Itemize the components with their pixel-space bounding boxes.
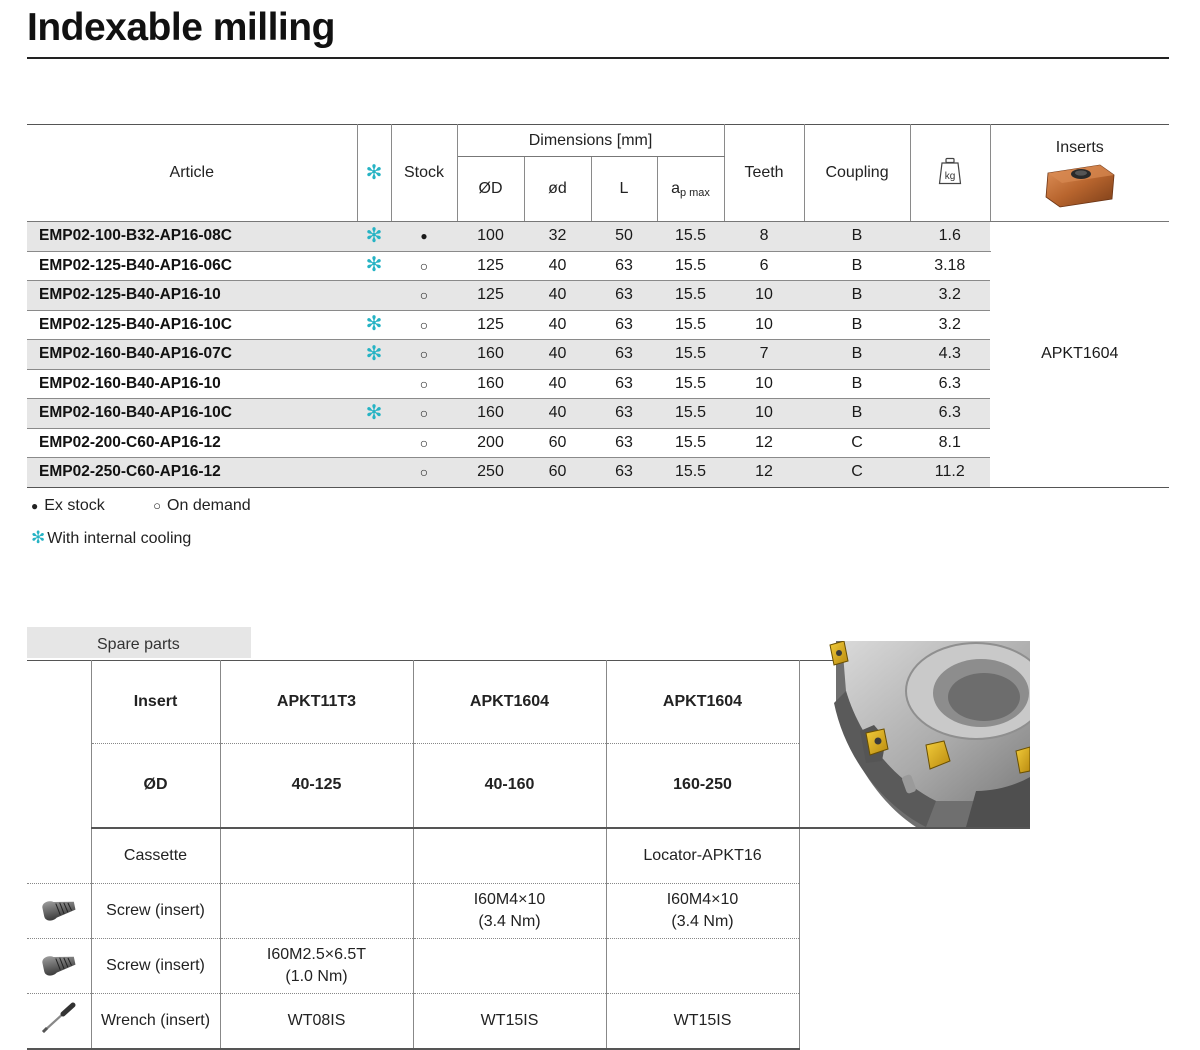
header-cooling [357, 125, 391, 222]
spare-col-insert-2: APKT1604 [606, 661, 799, 744]
coupling-cell: B [804, 251, 910, 281]
spare-value-cell [606, 884, 799, 939]
weight-cell: 11.2 [910, 458, 990, 488]
spare-value-cell [413, 994, 606, 1050]
length-cell: 63 [591, 369, 657, 399]
weight-cell: 1.6 [910, 222, 990, 252]
cooling-legend-icon: ✻ [31, 528, 46, 547]
cooling-icon: ✻ [365, 161, 383, 184]
cooling-icon: ✻ [365, 342, 383, 365]
article-cell: EMP02-100-B32-AP16-08C [27, 222, 357, 252]
article-cell: EMP02-160-B40-AP16-10 [27, 369, 357, 399]
spare-row [27, 884, 1030, 939]
spare-row-label: Cassette [91, 828, 220, 884]
header-od-big: ØD [457, 157, 524, 222]
cooling-cell [357, 428, 391, 458]
cooling-cell [357, 399, 391, 429]
ap-max-cell: 15.5 [657, 458, 724, 488]
od-small-cell: 40 [524, 251, 591, 281]
spare-parts-tab: Spare parts [27, 627, 251, 658]
spare-value-cell [220, 939, 413, 994]
screw-icon [39, 910, 79, 927]
stock-cell: ○ [391, 399, 457, 429]
od-big-cell: 250 [457, 458, 524, 488]
weight-icon [938, 157, 962, 185]
stock-cell: ○ [391, 251, 457, 281]
spare-value-line: (3.4 Nm) [671, 913, 734, 930]
header-od-small: ød [524, 157, 591, 222]
cooling-cell [357, 340, 391, 370]
teeth-cell: 8 [724, 222, 804, 252]
length-cell: 50 [591, 222, 657, 252]
cooling-cell [357, 458, 391, 488]
header-stock: Stock [391, 125, 457, 222]
ap-max-cell: 15.5 [657, 340, 724, 370]
cooling-icon: ✻ [365, 254, 383, 277]
article-cell: EMP02-250-C60-AP16-12 [27, 458, 357, 488]
coupling-cell: B [804, 222, 910, 252]
header-length: L [591, 157, 657, 222]
cooling-icon: ✻ [365, 401, 383, 424]
od-small-cell: 40 [524, 369, 591, 399]
cooling-legend [31, 529, 197, 548]
length-cell: 63 [591, 428, 657, 458]
ap-max-cell: 15.5 [657, 369, 724, 399]
spare-row [27, 828, 1030, 884]
header-inserts [990, 125, 1169, 222]
od-small-cell: 40 [524, 399, 591, 429]
spare-value-cell [413, 884, 606, 939]
stock-cell: ○ [391, 281, 457, 311]
coupling-cell: B [804, 340, 910, 370]
weight-cell: 4.3 [910, 340, 990, 370]
weight-cell: 6.3 [910, 369, 990, 399]
spare-col-insert-1: APKT1604 [413, 661, 606, 744]
ap-max-cell: 15.5 [657, 251, 724, 281]
coupling-cell: B [804, 369, 910, 399]
coupling-cell: C [804, 428, 910, 458]
spare-row [27, 994, 1030, 1050]
svg-text:kg: kg [944, 170, 956, 182]
spare-icon-cell [27, 939, 91, 994]
spare-row [27, 939, 1030, 994]
od-big-cell: 125 [457, 310, 524, 340]
teeth-cell: 12 [724, 458, 804, 488]
spare-value-line: I60M4×10 [473, 891, 546, 908]
od-big-cell: 160 [457, 399, 524, 429]
od-big-cell: 200 [457, 428, 524, 458]
stock-legend [31, 497, 257, 515]
header-article: Article [27, 125, 357, 222]
spare-icon-cell [27, 828, 91, 884]
spare-value-cell [220, 884, 413, 939]
spare-value-cell [413, 939, 606, 994]
spare-row-label: Screw (insert) [91, 884, 220, 939]
header-ap-max: ap max [657, 157, 724, 222]
ap-max-cell: 15.5 [657, 281, 724, 311]
title-rule [27, 57, 1169, 59]
article-cell: EMP02-200-C60-AP16-12 [27, 428, 357, 458]
insert-code-cell: APKT1604 [990, 222, 1169, 488]
stock-cell: ○ [391, 458, 457, 488]
coupling-cell: B [804, 281, 910, 311]
length-cell: 63 [591, 251, 657, 281]
spare-row-label: Screw (insert) [91, 939, 220, 994]
teeth-cell: 10 [724, 310, 804, 340]
coupling-cell: B [804, 399, 910, 429]
length-cell: 63 [591, 310, 657, 340]
screw-icon [39, 965, 79, 982]
spare-corner [27, 661, 91, 829]
spare-insert-label: Insert [91, 661, 220, 744]
article-cell: EMP02-160-B40-AP16-10C [27, 399, 357, 429]
header-coupling: Coupling [804, 125, 910, 222]
spare-value-line: I60M4×10 [666, 891, 739, 908]
header-teeth: Teeth [724, 125, 804, 222]
cooling-cell [357, 369, 391, 399]
ex-stock-symbol: ● [31, 499, 39, 513]
od-small-cell: 60 [524, 428, 591, 458]
spare-value-line: (3.4 Nm) [478, 913, 541, 930]
article-cell: EMP02-160-B40-AP16-07C [27, 340, 357, 370]
on-demand-label: On demand [167, 497, 251, 514]
spare-icon-cell [27, 884, 91, 939]
od-small-cell: 60 [524, 458, 591, 488]
spare-value-cell [220, 828, 413, 884]
length-cell: 63 [591, 340, 657, 370]
stock-cell: ○ [391, 369, 457, 399]
stock-cell: ○ [391, 428, 457, 458]
teeth-cell: 10 [724, 281, 804, 311]
cooling-cell [357, 222, 391, 252]
spare-value-cell [606, 939, 799, 994]
spare-parts-table [27, 660, 1030, 1050]
ex-stock-label: Ex stock [44, 497, 105, 514]
spare-value-cell [606, 828, 799, 884]
spare-col-insert-0: APKT11T3 [220, 661, 413, 744]
od-big-cell: 125 [457, 281, 524, 311]
ap-max-cell: 15.5 [657, 399, 724, 429]
od-small-cell: 40 [524, 340, 591, 370]
header-inserts-label: Inserts [1055, 138, 1104, 156]
od-big-cell: 100 [457, 222, 524, 252]
ap-max-cell: 15.5 [657, 222, 724, 252]
ap-max-cell: 15.5 [657, 428, 724, 458]
teeth-cell: 10 [724, 369, 804, 399]
weight-cell: 3.2 [910, 310, 990, 340]
cooling-cell [357, 251, 391, 281]
cooling-cell [357, 310, 391, 340]
teeth-cell: 10 [724, 399, 804, 429]
weight-cell: 8.1 [910, 428, 990, 458]
teeth-cell: 6 [724, 251, 804, 281]
article-cell: EMP02-125-B40-AP16-06C [27, 251, 357, 281]
coupling-cell: B [804, 310, 910, 340]
od-small-cell: 40 [524, 310, 591, 340]
stock-cell: ● [391, 222, 457, 252]
article-table [27, 124, 1169, 488]
spare-value-line: Locator-APKT16 [643, 847, 762, 864]
cooling-icon: ✻ [365, 224, 383, 247]
length-cell: 63 [591, 458, 657, 488]
coupling-cell: C [804, 458, 910, 488]
spare-value-cell [413, 828, 606, 884]
od-big-cell: 160 [457, 369, 524, 399]
cutter-image-cell [799, 661, 1030, 829]
spare-col-od-0: 40-125 [220, 743, 413, 828]
cooling-cell [357, 281, 391, 311]
teeth-cell: 12 [724, 428, 804, 458]
spare-od-label: ØD [91, 743, 220, 828]
milling-cutter-image [826, 641, 1030, 827]
table-row [27, 222, 1169, 252]
weight-cell: 3.18 [910, 251, 990, 281]
spare-value-cell [606, 994, 799, 1050]
spare-col-od-2: 160-250 [606, 743, 799, 828]
ap-max-cell: 15.5 [657, 310, 724, 340]
spare-col-od-1: 40-160 [413, 743, 606, 828]
spare-row-label: Wrench (insert) [91, 994, 220, 1050]
stock-cell: ○ [391, 310, 457, 340]
teeth-cell: 7 [724, 340, 804, 370]
header-dimensions: Dimensions [mm] [457, 125, 724, 157]
spare-value-line: (1.0 Nm) [285, 968, 348, 985]
spare-value-cell [220, 994, 413, 1050]
spare-icon-cell [27, 994, 91, 1050]
page-title: Indexable milling [27, 6, 335, 49]
article-cell: EMP02-125-B40-AP16-10C [27, 310, 357, 340]
article-table-body [27, 222, 1169, 488]
spare-value-line: WT15IS [480, 1012, 539, 1029]
spare-value-line: WT08IS [287, 1012, 346, 1029]
weight-cell: 6.3 [910, 399, 990, 429]
article-cell: EMP02-125-B40-AP16-10 [27, 281, 357, 311]
cooling-icon: ✻ [365, 313, 383, 336]
wrench-icon [39, 1023, 79, 1040]
weight-cell: 3.2 [910, 281, 990, 311]
spare-parts-body [27, 828, 1030, 1049]
insert-image [1040, 161, 1120, 209]
od-small-cell: 40 [524, 281, 591, 311]
od-big-cell: 125 [457, 251, 524, 281]
header-weight [910, 125, 990, 222]
length-cell: 63 [591, 281, 657, 311]
spare-value-line: WT15IS [673, 1012, 732, 1029]
length-cell: 63 [591, 399, 657, 429]
on-demand-symbol: ○ [153, 498, 162, 513]
od-small-cell: 32 [524, 222, 591, 252]
cooling-legend-label: With internal cooling [47, 530, 192, 547]
stock-cell: ○ [391, 340, 457, 370]
od-big-cell: 160 [457, 340, 524, 370]
spare-value-line: I60M2.5×6.5T [266, 946, 367, 963]
